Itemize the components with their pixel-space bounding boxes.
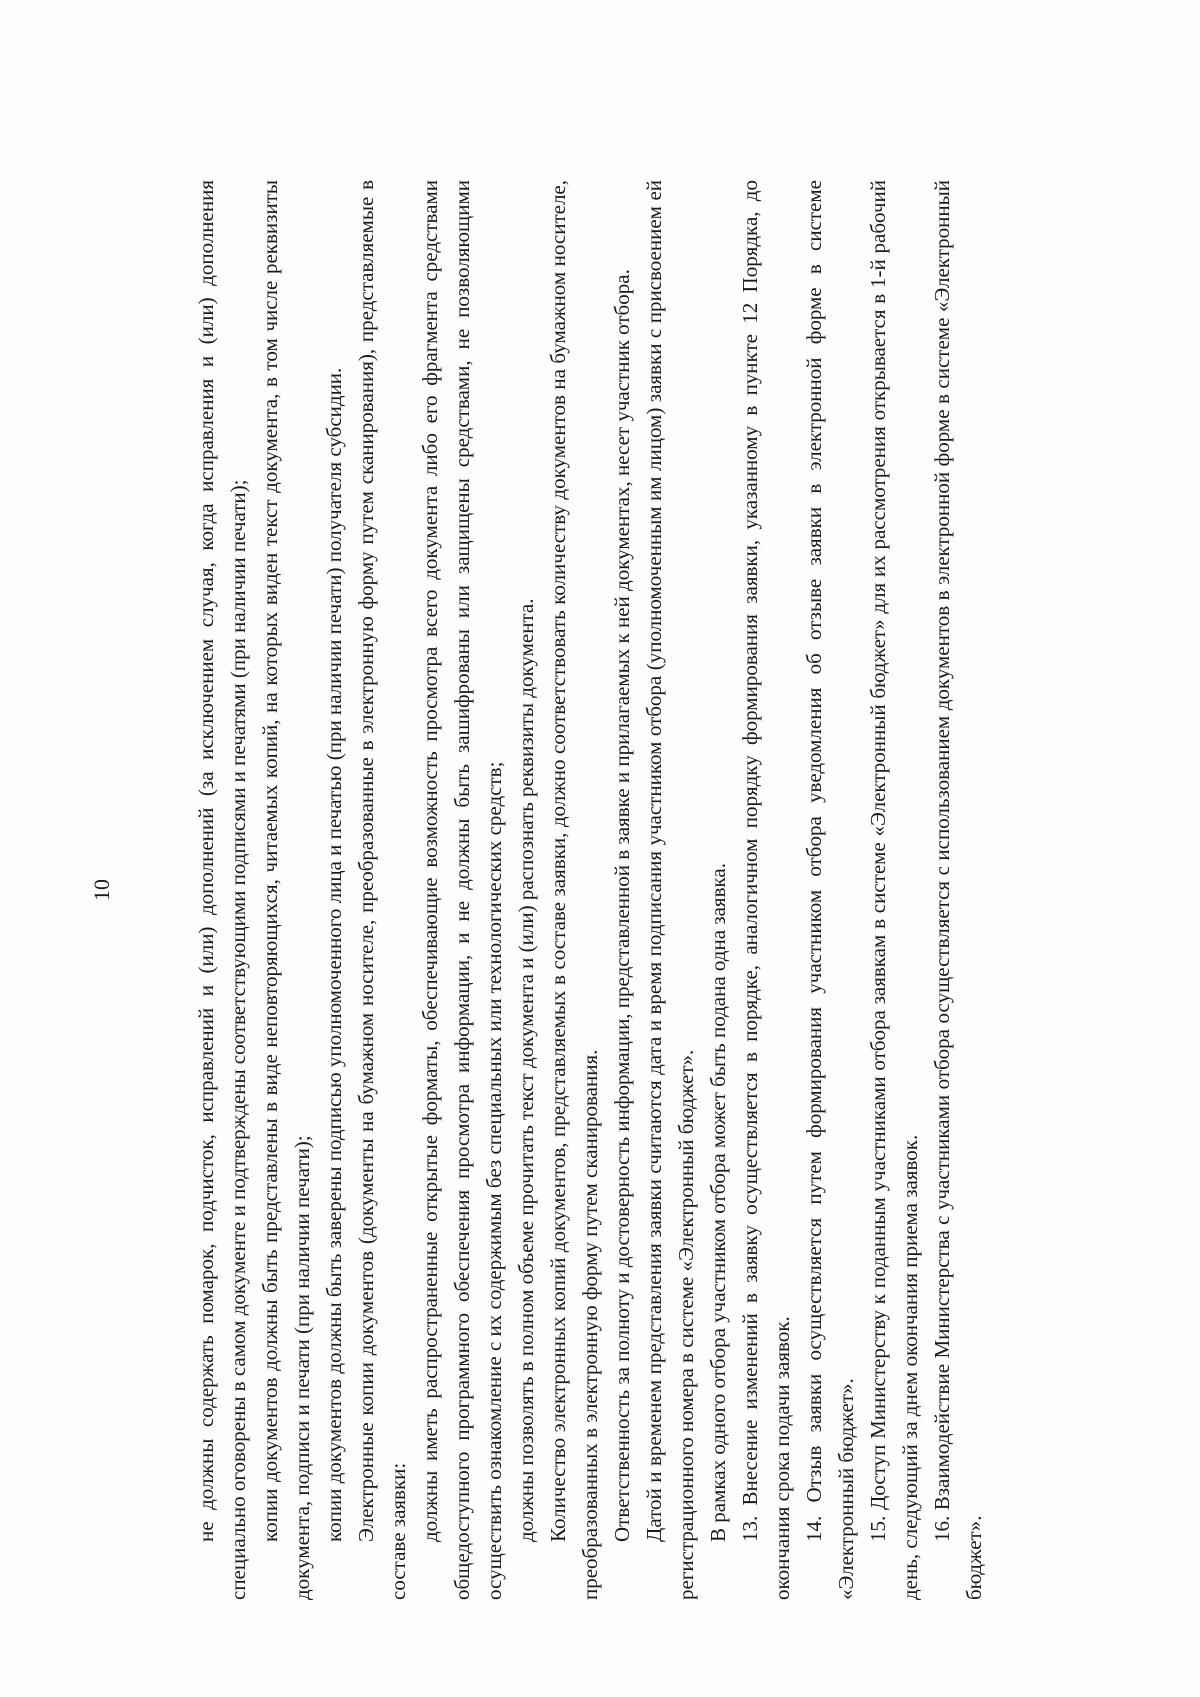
paragraph: 13. Внесение изменений в заявку осуществляется в порядке, аналогичном порядку формирования заявки, указанному в пункте 12 Порядка, до окончания срока подачи заявок. — [738, 180, 794, 1600]
paragraph: должны иметь распространенные открытые форматы, обеспечивающие возможность просмотра всего документа либо его фрагмента средствами общедоступного программного обеспечения просмотра информации, и не должны быть зашифрованы или защищены средствами, не позволяющими осуществить ознакомление с их содержимым без специальных или технологических средств; — [418, 180, 506, 1600]
paragraph: 14. Отзыв заявки осуществляется путем формирования участником отбора уведомления об отзыве заявки в электронной форме в системе «Электронный бюджет». — [802, 180, 858, 1600]
paragraph: Датой и временем представления заявки считаются дата и время подписания участником отбора (уполномоченным им лицом) заявки с присвоением ей регистрационного номера в системе «Электронный бюджет». — [642, 180, 698, 1600]
paragraph: копии документов должны быть заверены подписью уполномоченного лица и печатью (при наличии печати) получателя субсидии. — [322, 367, 346, 1542]
paragraph: 16. Взаимодействие Министерства с участниками отбора осуществляется с использованием документов в электронной форме в системе «Электронный бюджет». — [930, 180, 986, 1600]
paragraph: должны позволять в полном объеме прочитать текст документа и (или) распознать реквизиты документа. — [514, 598, 538, 1542]
paragraph: копии документов должны быть представлены в виде неповторяющихся, читаемых копий, на которых виден текст документа, в том числе реквизиты документа, подписи и печати (при наличии печати); — [258, 180, 314, 1600]
paragraph: Электронные копии документов (документы на бумажном носителе, преобразованные в электронную форму путем сканирования), представляемые в составе заявки: — [354, 180, 410, 1600]
paragraph: 15. Доступ Министерству к поданным участниками отбора заявкам в системе «Электронный бюджет» для их рассмотрения открывается в 1-й рабочий день, следующий за днем окончания приема заявок. — [866, 180, 922, 1600]
paragraph: Ответственность за полноту и достоверность информации, представленной в заявке и прилагаемых к ней документах, несет участник отбора. — [610, 269, 634, 1542]
paragraph: В рамках одного отбора участником отбора может быть подана одна заявка. — [706, 863, 730, 1542]
paragraph: не должны содержать помарок, подчисток, исправлений и (или) дополнений (за исключением случая, когда исправления и (или) дополнения специально оговорены в самом документе и подтверждены соответствующими подписями и печатями (при наличии печати); — [194, 180, 250, 1600]
document-body — [89, 180, 1070, 1600]
page-number: 10 — [89, 879, 114, 901]
paragraph: Количество электронных копий документов, представляемых в составе заявки, должно соответствовать количеству документов на бумажном носителе, преобразованных в электронную форму путем сканирования. — [546, 180, 602, 1600]
